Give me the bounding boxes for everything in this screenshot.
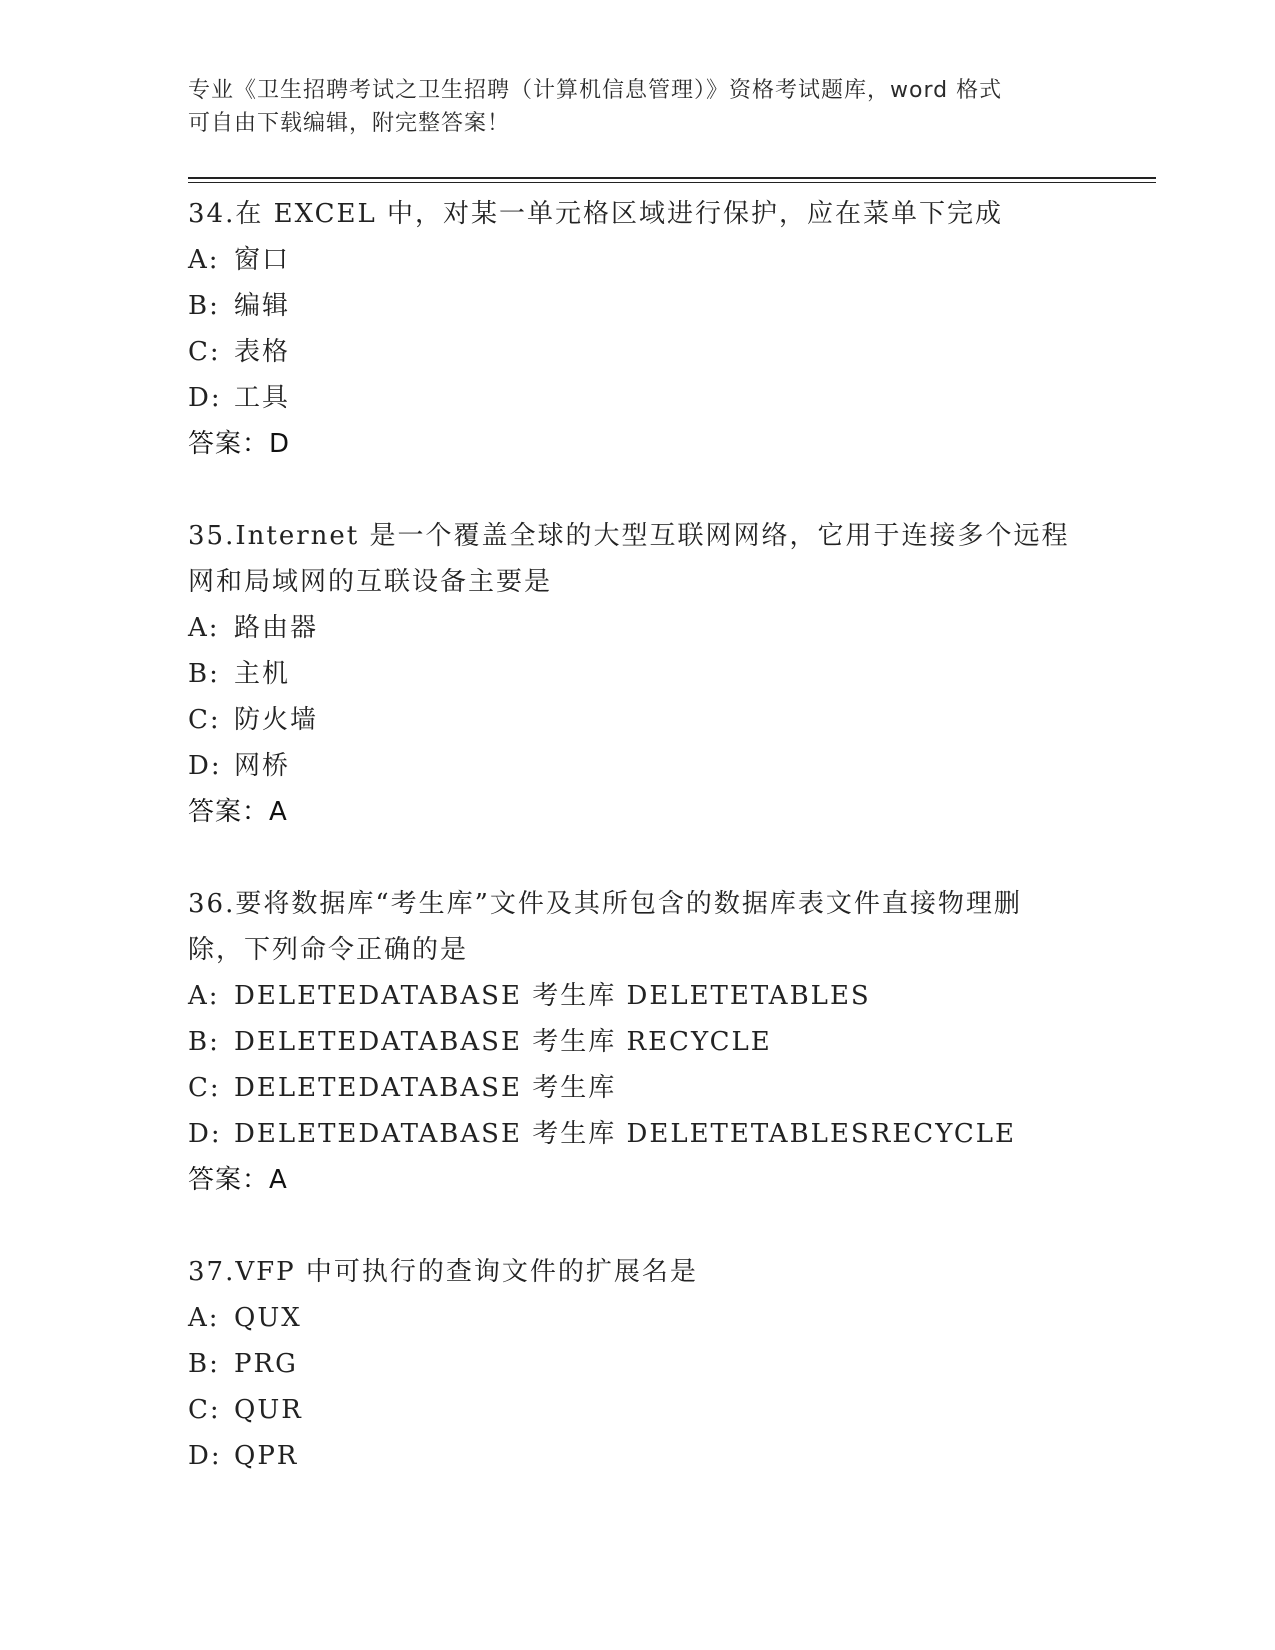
option-item — [188, 1019, 1088, 1065]
option-letter: B: — [188, 291, 220, 321]
answer-line: 答案：A — [188, 1165, 288, 1195]
option-letter: A: — [188, 1303, 220, 1333]
option-letter: A: — [188, 981, 220, 1011]
option-item — [188, 743, 1088, 789]
header-line-2: 可自由下载编辑，附完整答案！ — [188, 111, 511, 136]
option-text: QUR — [234, 1395, 303, 1425]
question-block — [188, 513, 1088, 835]
option-item — [188, 1295, 1088, 1341]
option-text: PRG — [234, 1349, 298, 1379]
header-rule-thick — [188, 177, 1156, 179]
question-text-line: 35.Internet 是一个覆盖全球的大型互联网网络，它用于连接多个远程 — [188, 521, 1070, 551]
option-letter: A: — [188, 613, 220, 643]
option-text: 主机 — [234, 659, 291, 689]
question-block — [188, 881, 1088, 1203]
option-item — [188, 697, 1088, 743]
option-item — [188, 605, 1088, 651]
option-text: 表格 — [234, 337, 291, 367]
option-item — [188, 1341, 1088, 1387]
option-letter: A: — [188, 245, 220, 275]
option-item — [188, 1433, 1088, 1479]
option-letter: D: — [188, 751, 222, 781]
option-letter: D: — [188, 1441, 222, 1471]
option-item — [188, 329, 1088, 375]
option-letter: C: — [188, 337, 221, 367]
question-block — [188, 1249, 1088, 1479]
option-text: DELETEDATABASE 考生库 DELETETABLESRECYCLE — [234, 1119, 1017, 1149]
option-item — [188, 1065, 1088, 1111]
option-letter: C: — [188, 705, 221, 735]
question-block — [188, 191, 1088, 467]
question-text-line: 34.在 EXCEL 中，对某一单元格区域进行保护，应在菜单下完成 — [188, 199, 1004, 229]
document-header — [188, 74, 1088, 140]
option-item — [188, 283, 1088, 329]
option-text: 防火墙 — [234, 705, 319, 735]
option-letter: C: — [188, 1395, 221, 1425]
option-text: DELETEDATABASE 考生库 — [234, 1073, 617, 1103]
option-item — [188, 1387, 1088, 1433]
header-rule-thin — [188, 182, 1156, 183]
answer-line: 答案：D — [188, 429, 291, 459]
option-letter: B: — [188, 1027, 220, 1057]
option-text: QUX — [234, 1303, 302, 1333]
option-letter: D: — [188, 383, 222, 413]
option-text: 路由器 — [234, 613, 319, 643]
question-text-line: 36.要将数据库“考生库”文件及其所包含的数据库表文件直接物理删 — [188, 889, 1022, 919]
option-text: DELETEDATABASE 考生库 DELETETABLES — [234, 981, 871, 1011]
question-text-line: 网和局域网的互联设备主要是 — [188, 567, 553, 597]
option-item — [188, 651, 1088, 697]
option-letter: C: — [188, 1073, 221, 1103]
option-item — [188, 375, 1088, 421]
header-line-1: 专业《卫生招聘考试之卫生招聘（计算机信息管理）》资格考试题库，word 格式 — [188, 78, 1003, 103]
question-text-line: 除，下列命令正确的是 — [188, 935, 469, 965]
option-text: 工具 — [234, 383, 291, 413]
option-text: QPR — [234, 1441, 299, 1471]
option-item — [188, 1111, 1088, 1157]
option-letter: B: — [188, 659, 220, 689]
option-letter: D: — [188, 1119, 222, 1149]
question-list — [188, 191, 1088, 1525]
option-text: 编辑 — [234, 291, 291, 321]
option-text: 网桥 — [234, 751, 291, 781]
answer-line: 答案：A — [188, 797, 288, 827]
option-item — [188, 237, 1088, 283]
option-text: DELETEDATABASE 考生库 RECYCLE — [234, 1027, 772, 1057]
question-text-line: 37.VFP 中可执行的查询文件的扩展名是 — [188, 1257, 698, 1287]
option-text: 窗口 — [234, 245, 291, 275]
option-item — [188, 973, 1088, 1019]
option-letter: B: — [188, 1349, 220, 1379]
